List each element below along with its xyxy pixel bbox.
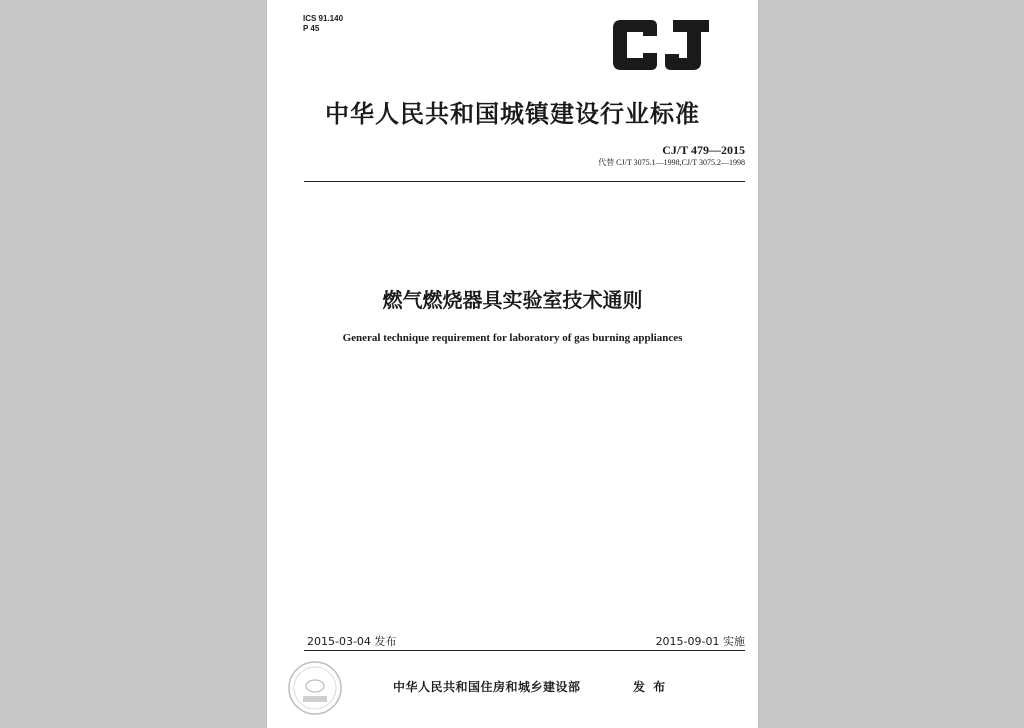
- issue-date: 2015-03-04 发布: [307, 635, 397, 648]
- publish-label: 发 布: [633, 680, 668, 694]
- document-page: [267, 0, 758, 728]
- publisher-name: 中华人民共和国住房和城乡建设部: [393, 680, 581, 694]
- top-divider: [304, 181, 745, 182]
- ics-code: ICS 91.140: [303, 14, 344, 23]
- replaces-note: 代替 CJ/T 3075.1—1998,CJ/T 3075.2—1998: [598, 158, 745, 167]
- org-title: 中华人民共和国城镇建设行业标准: [325, 100, 700, 128]
- classification-codes: [303, 14, 343, 34]
- document-title-zh: 燃气燃烧器具实验室技术通则: [382, 288, 643, 312]
- implementation-date: 2015-09-01 实施: [655, 635, 745, 648]
- cj-logo: [609, 18, 713, 72]
- standard-number: CJ/T 479—2015: [662, 143, 745, 157]
- seal-stamp-icon: [287, 660, 343, 716]
- ccs-code: P 45: [303, 24, 320, 33]
- document-title-en: General technique requirement for laboratory of gas burning appliances: [342, 332, 683, 344]
- bottom-divider: [304, 650, 745, 651]
